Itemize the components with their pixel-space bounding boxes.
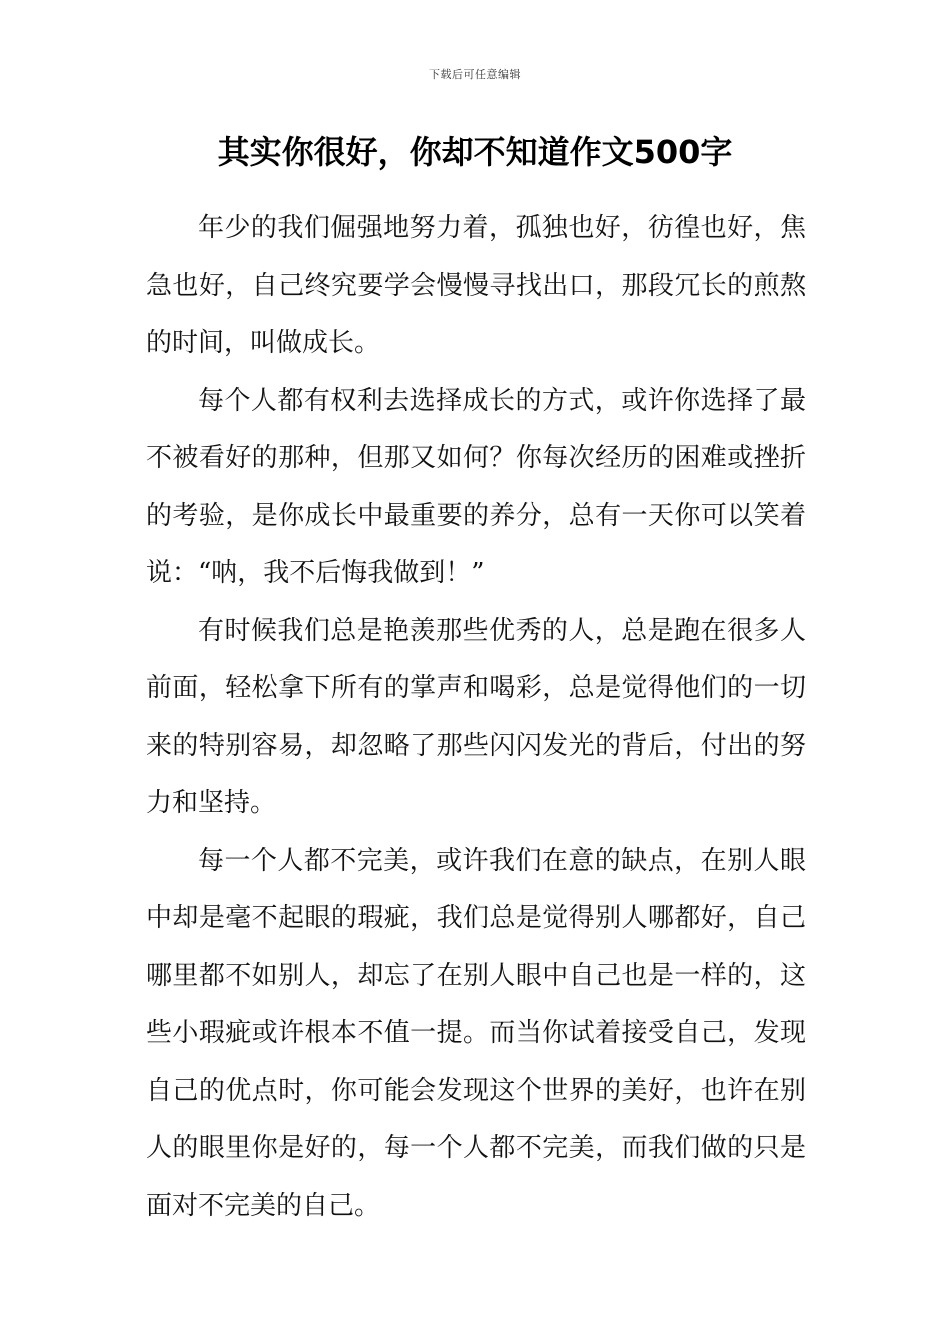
header-note: 下载后可任意编辑 (429, 68, 521, 81)
paragraph: 每个人都有权利去选择成长的方式，或许你选择了最不被看好的那种，但那又如何？你每次经历的困难或挫折的考验，是你成长中最重要的养分，总有一天你可以笑着说：“呐，我不后悔我做到！” (146, 385, 806, 588)
paragraph: 有时候我们总是艳羡那些优秀的人，总是跑在很多人前面，轻松拿下所有的掌声和喝彩，总是觉得他们的一切来的特别容易，却忽略了那些闪闪发光的背后，付出的努力和坚持。 (146, 615, 806, 818)
document-body (146, 200, 806, 1235)
paragraph: 每一个人都不完美，或许我们在意的缺点，在别人眼中却是毫不起眼的瑕疵，我们总是觉得别人哪都好，自己哪里都不如别人，却忘了在别人眼中自己也是一样的，这些小瑕疵或许根本不值一提。而当你试着接受自己，发现自己的优点时，你可能会发现这个世界的美好，也许在别人的眼里你是好的，每一个人都不完美，而我们做的只是面对不完美的自己。 (146, 845, 806, 1221)
document-title: 其实你很好，你却不知道作文500字 (217, 133, 733, 171)
paragraph: 年少的我们倔强地努力着，孤独也好，彷徨也好，焦急也好，自己终究要学会慢慢寻找出口，那段冗长的煎熬的时间，叫做成长。 (146, 213, 806, 358)
